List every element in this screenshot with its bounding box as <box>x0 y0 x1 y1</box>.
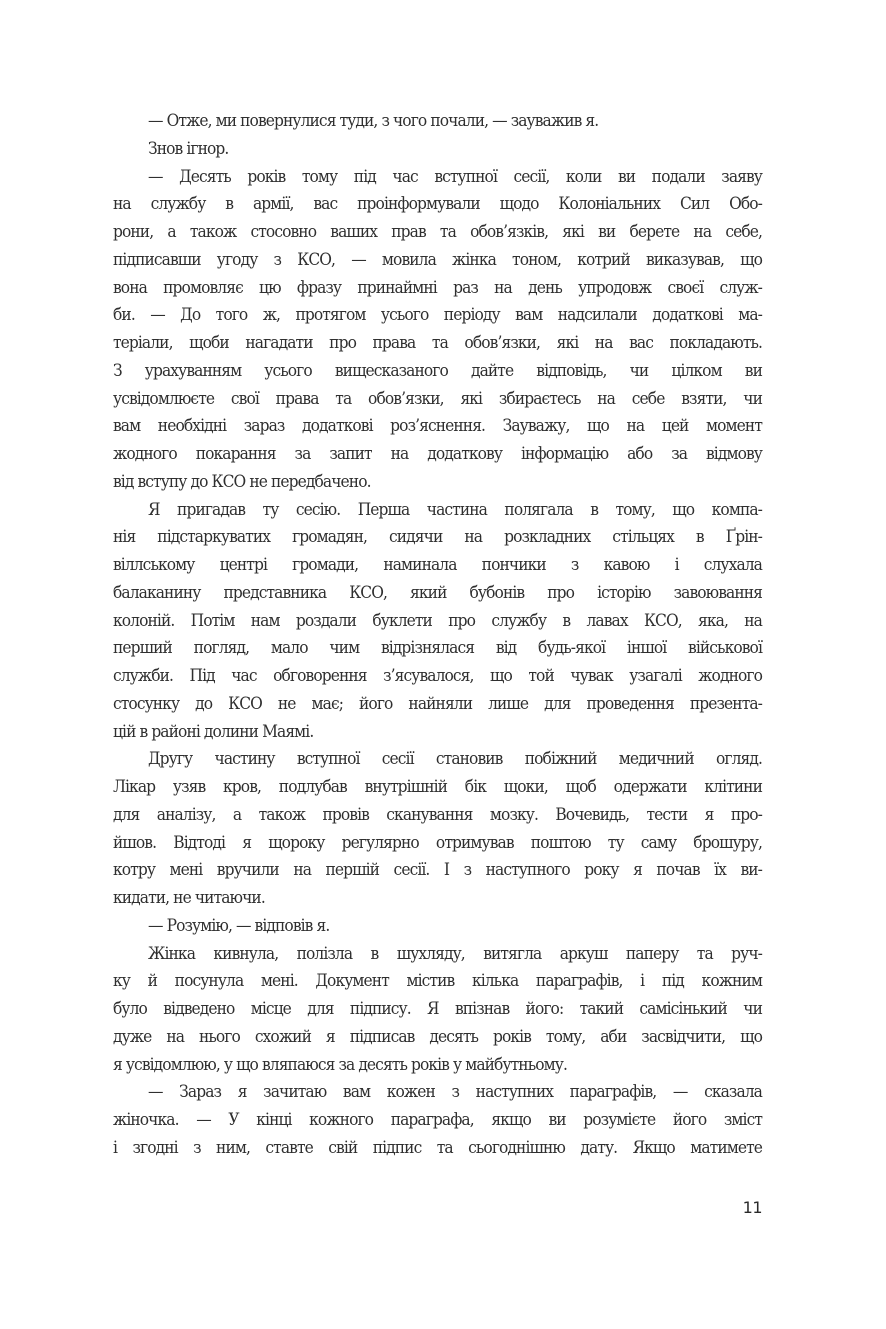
text-line: йшов. Відтоді я щороку регулярно отримував поштою ту саму брошуру, <box>113 832 762 853</box>
page-number: 11 <box>742 1198 762 1217</box>
paragraph-narration <box>78 136 762 164</box>
text-line: — Розумію, — відповів я. <box>148 915 330 936</box>
text-line: колоній. Потім нам роздали буклети про службу в лавах КСО, яка, на <box>113 610 762 631</box>
text-line: Лікар узяв кров, подлубав внутрішній бік щоки, щоб одержати клітини <box>113 777 762 797</box>
text-line: дуже на нього схожий я підписав десять років тому, аби засвідчити, що <box>113 1026 762 1047</box>
paragraph-dialogue <box>78 913 762 941</box>
text-line: підписавши угоду з КСО, — мовила жінка тоном, котрий виказував, що <box>113 249 762 270</box>
text-line: нія підстаркуватих громадян, сидячи на розкладних стільцях в Ґрін- <box>113 527 762 548</box>
paragraph-dialogue <box>78 1079 762 1162</box>
book-page-text <box>78 108 762 1163</box>
text-line: Другу частину вступної сесії становив побіжний медичний огляд. <box>148 749 762 770</box>
text-line: кидати, не читаючи. <box>113 888 265 908</box>
text-line: — Отже, ми повернулися туди, з чого почали, — зауважив я. <box>148 111 599 131</box>
text-line: перший погляд, мало чим відрізнялася від будь-якої іншої військової <box>113 638 762 659</box>
text-line: віллському центрі громади, наминала пончики з кавою і слухала <box>113 555 762 575</box>
text-line: стосунку до КСО не має; його найняли лише для проведення презента- <box>113 693 762 714</box>
text-line: Я пригадав ту сесію. Перша частина полягала в тому, що компа- <box>148 499 762 520</box>
text-line: усвідомлюєте свої права та обов’язки, які збираєтесь на себе взяти, чи <box>113 388 762 409</box>
text-line: З урахуванням усього вищесказаного дайте відповідь, чи цілком ви <box>113 360 762 381</box>
text-line: цій в районі долини Маямі. <box>113 721 314 742</box>
text-line: жодного покарання за запит на додаткову інформацію або за відмову <box>113 444 762 464</box>
paragraph-narration <box>78 497 762 747</box>
text-line: було відведено місце для підпису. Я впізнав його: такий самісінький чи <box>113 999 762 1019</box>
paragraph-dialogue <box>78 164 762 497</box>
text-line: для аналізу, а також провів сканування мозку. Вочевидь, тести я про- <box>113 804 762 825</box>
text-line: би. — До того ж, протягом усього періоду вам надсилали додаткові ма- <box>113 305 762 326</box>
text-line: балаканину представника КСО, який бубонів про історію завоювання <box>113 582 762 603</box>
paragraph-dialogue <box>78 108 762 136</box>
text-line: вам необхідні зараз додаткові роз’яснення. Зауважу, що на цей момент <box>113 416 762 437</box>
text-line: на службу в армії, вас проінформували щодо Колоніальних Сил Обо- <box>113 194 762 215</box>
paragraph-narration <box>78 746 762 913</box>
text-line: рони, а також стосовно ваших прав та обов’язків, які ви берете на себе, <box>113 222 762 242</box>
text-line: вона промовляє цю фразу принаймні раз на день упродовж своєї служ- <box>113 277 762 298</box>
text-line: служби. Під час обговорення з’ясувалося, що той чувак узагалі жодного <box>113 666 762 686</box>
text-line: — Зараз я зачитаю вам кожен з наступних параграфів, — сказала <box>148 1082 762 1103</box>
text-line: ку й посунула мені. Документ містив кілька параграфів, і під кожним <box>113 971 762 992</box>
text-line: жіночка. — У кінці кожного параграфа, якщо ви розумієте його зміст <box>113 1110 762 1130</box>
text-line: котру мені вручили на першій сесії. І з наступного року я почав їх ви- <box>113 860 762 881</box>
text-line: теріали, щоби нагадати про права та обов’язки, які на вас покладають. <box>113 333 762 353</box>
text-line: — Десять років тому під час вступної сесії, коли ви подали заяву <box>148 166 762 187</box>
text-line: Знов ігнор. <box>148 138 229 159</box>
text-line: від вступу до КСО не передбачено. <box>113 471 371 492</box>
text-line: і згодні з ним, ставте свій підпис та сьогоднішню дату. Якщо матимете <box>113 1137 762 1158</box>
paragraph-narration <box>78 941 762 1080</box>
text-line: Жінка кивнула, полізла в шухляду, витягла аркуш паперу та руч- <box>148 943 762 964</box>
text-line: я усвідомлюю, у що вляпаюся за десять років у майбутньому. <box>113 1054 567 1075</box>
